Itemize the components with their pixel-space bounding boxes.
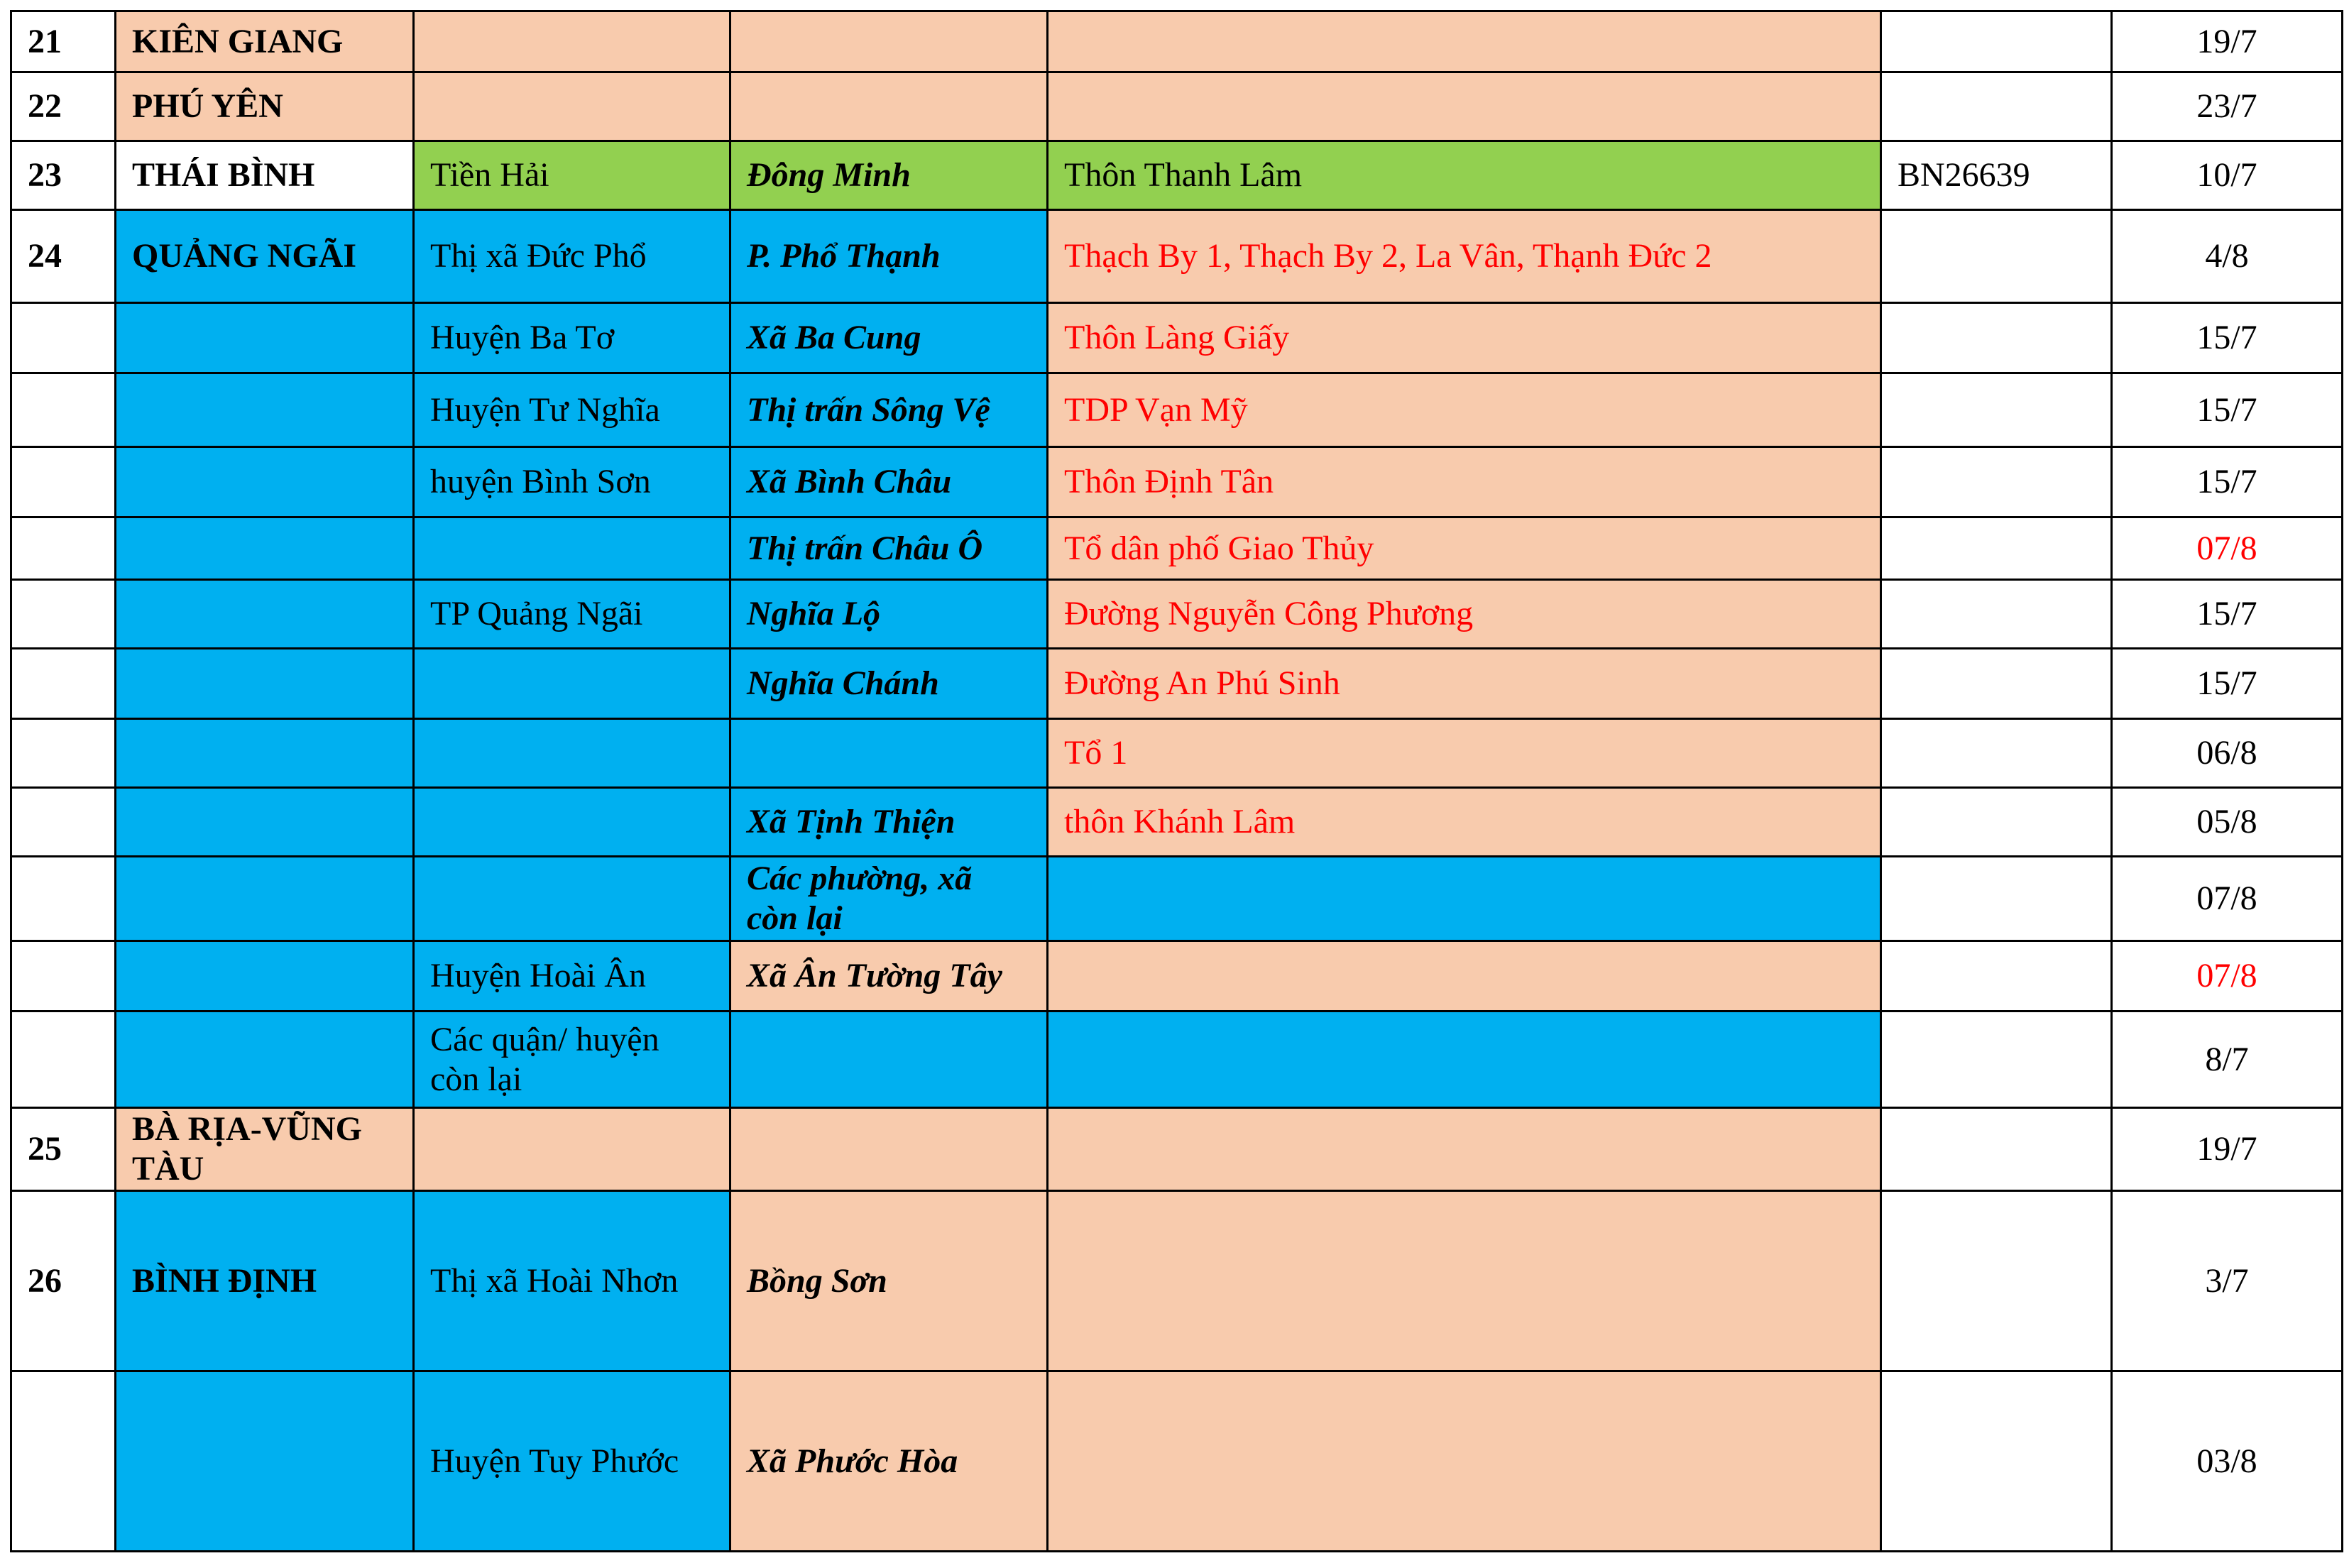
case-cell (1881, 1371, 2112, 1552)
province-cell: QUẢNG NGÃI (116, 210, 414, 303)
table-row (11, 447, 2343, 517)
ward-cell (730, 11, 1048, 72)
table-row (11, 649, 2343, 719)
row-number (11, 517, 116, 580)
district-cell: Huyện Tư Nghĩa (414, 373, 730, 447)
area-cell: Thôn Định Tân (1048, 447, 1881, 517)
district-cell (414, 719, 730, 788)
row-number: 22 (11, 72, 116, 141)
date-cell: 19/7 (2112, 1108, 2343, 1191)
date-cell: 8/7 (2112, 1011, 2343, 1108)
district-cell: Các quận/ huyện còn lại (414, 1011, 730, 1108)
date-cell: 03/8 (2112, 1371, 2343, 1552)
date-cell: 15/7 (2112, 373, 2343, 447)
province-cell (116, 719, 414, 788)
ward-cell: Thị trấn Châu Ô (730, 517, 1048, 580)
area-cell: Đường An Phú Sinh (1048, 649, 1881, 719)
row-number (11, 303, 116, 373)
case-cell (1881, 1108, 2112, 1191)
ward-cell: Xã Phước Hòa (730, 1371, 1048, 1552)
area-cell: Thôn Làng Giấy (1048, 303, 1881, 373)
district-cell (414, 857, 730, 941)
table-row (11, 1108, 2343, 1191)
area-cell (1048, 941, 1881, 1011)
area-cell (1048, 11, 1881, 72)
date-cell: 06/8 (2112, 719, 2343, 788)
row-number (11, 1371, 116, 1552)
province-cell (116, 1371, 414, 1552)
area-cell (1048, 1371, 1881, 1552)
date-cell: 19/7 (2112, 11, 2343, 72)
province-cell (116, 941, 414, 1011)
table-row (11, 941, 2343, 1011)
table-row (11, 11, 2343, 72)
ward-cell: Xã Tịnh Thiện (730, 788, 1048, 857)
row-number: 23 (11, 141, 116, 210)
outbreak-table (10, 10, 2343, 1552)
ward-cell: Xã Bình Châu (730, 447, 1048, 517)
province-cell (116, 1011, 414, 1108)
ward-cell (730, 72, 1048, 141)
district-cell (414, 1108, 730, 1191)
province-cell: KIÊN GIANG (116, 11, 414, 72)
district-cell: Huyện Ba Tơ (414, 303, 730, 373)
row-number (11, 373, 116, 447)
table-row (11, 303, 2343, 373)
area-cell (1048, 72, 1881, 141)
table-row (11, 857, 2343, 941)
date-cell: 4/8 (2112, 210, 2343, 303)
row-number: 21 (11, 11, 116, 72)
row-number: 24 (11, 210, 116, 303)
row-number: 25 (11, 1108, 116, 1191)
date-cell: 07/8 (2112, 857, 2343, 941)
district-cell: huyện Bình Sơn (414, 447, 730, 517)
case-cell (1881, 210, 2112, 303)
date-cell: 10/7 (2112, 141, 2343, 210)
table-row (11, 141, 2343, 210)
province-cell (116, 788, 414, 857)
ward-cell: Bồng Sơn (730, 1191, 1048, 1371)
district-cell: Huyện Tuy Phước (414, 1371, 730, 1552)
table-row (11, 517, 2343, 580)
date-cell: 05/8 (2112, 788, 2343, 857)
province-cell: PHÚ YÊN (116, 72, 414, 141)
row-number (11, 941, 116, 1011)
district-cell: Thị xã Hoài Nhơn (414, 1191, 730, 1371)
district-cell (414, 11, 730, 72)
date-cell: 15/7 (2112, 447, 2343, 517)
district-cell (414, 649, 730, 719)
case-cell (1881, 941, 2112, 1011)
date-cell: 07/8 (2112, 941, 2343, 1011)
ward-cell: Xã Ân Tường Tây (730, 941, 1048, 1011)
district-cell (414, 517, 730, 580)
ward-cell: Đông Minh (730, 141, 1048, 210)
district-cell: Huyện Hoài Ân (414, 941, 730, 1011)
ward-cell: Các phường, xã còn lại (730, 857, 1048, 941)
case-cell (1881, 447, 2112, 517)
ward-cell (730, 719, 1048, 788)
province-cell (116, 649, 414, 719)
province-cell (116, 303, 414, 373)
table-row (11, 580, 2343, 649)
row-number (11, 719, 116, 788)
table-row (11, 72, 2343, 141)
district-cell: TP Quảng Ngãi (414, 580, 730, 649)
area-cell (1048, 1011, 1881, 1108)
area-cell: Tổ dân phố Giao Thủy (1048, 517, 1881, 580)
date-cell: 3/7 (2112, 1191, 2343, 1371)
date-cell: 15/7 (2112, 649, 2343, 719)
row-number (11, 580, 116, 649)
case-cell (1881, 72, 2112, 141)
table-row (11, 1191, 2343, 1371)
area-cell (1048, 857, 1881, 941)
ward-cell: Thị trấn Sông Vệ (730, 373, 1048, 447)
district-cell: Thị xã Đức Phổ (414, 210, 730, 303)
area-cell: Đường Nguyễn Công Phương (1048, 580, 1881, 649)
case-cell (1881, 580, 2112, 649)
date-cell: 23/7 (2112, 72, 2343, 141)
ward-cell: P. Phổ Thạnh (730, 210, 1048, 303)
district-cell: Tiền Hải (414, 141, 730, 210)
area-cell: Thạch By 1, Thạch By 2, La Vân, Thạnh Đức 2 (1048, 210, 1881, 303)
table-row (11, 788, 2343, 857)
ward-cell: Nghĩa Lộ (730, 580, 1048, 649)
row-number (11, 1011, 116, 1108)
province-cell (116, 517, 414, 580)
area-cell: Tổ 1 (1048, 719, 1881, 788)
table-row (11, 1371, 2343, 1552)
case-cell (1881, 11, 2112, 72)
province-cell: THÁI BÌNH (116, 141, 414, 210)
case-cell (1881, 1191, 2112, 1371)
case-cell: BN26639 (1881, 141, 2112, 210)
date-cell: 15/7 (2112, 580, 2343, 649)
row-number (11, 447, 116, 517)
area-cell: TDP Vạn Mỹ (1048, 373, 1881, 447)
case-cell (1881, 719, 2112, 788)
row-number (11, 649, 116, 719)
district-cell (414, 72, 730, 141)
area-cell: thôn Khánh Lâm (1048, 788, 1881, 857)
ward-cell (730, 1108, 1048, 1191)
province-cell (116, 447, 414, 517)
ward-cell: Nghĩa Chánh (730, 649, 1048, 719)
area-cell (1048, 1108, 1881, 1191)
row-number (11, 857, 116, 941)
table-row (11, 1011, 2343, 1108)
case-cell (1881, 517, 2112, 580)
date-cell: 15/7 (2112, 303, 2343, 373)
table-row (11, 373, 2343, 447)
province-cell (116, 580, 414, 649)
case-cell (1881, 303, 2112, 373)
table-row (11, 719, 2343, 788)
district-cell (414, 788, 730, 857)
date-cell: 07/8 (2112, 517, 2343, 580)
case-cell (1881, 373, 2112, 447)
area-cell (1048, 1191, 1881, 1371)
case-cell (1881, 857, 2112, 941)
case-cell (1881, 1011, 2112, 1108)
row-number: 26 (11, 1191, 116, 1371)
province-cell (116, 373, 414, 447)
row-number (11, 788, 116, 857)
province-cell: BÀ RỊA-VŨNG TÀU (116, 1108, 414, 1191)
province-cell (116, 857, 414, 941)
case-cell (1881, 649, 2112, 719)
ward-cell: Xã Ba Cung (730, 303, 1048, 373)
province-cell: BÌNH ĐỊNH (116, 1191, 414, 1371)
area-cell: Thôn Thanh Lâm (1048, 141, 1881, 210)
ward-cell (730, 1011, 1048, 1108)
table-row (11, 210, 2343, 303)
case-cell (1881, 788, 2112, 857)
